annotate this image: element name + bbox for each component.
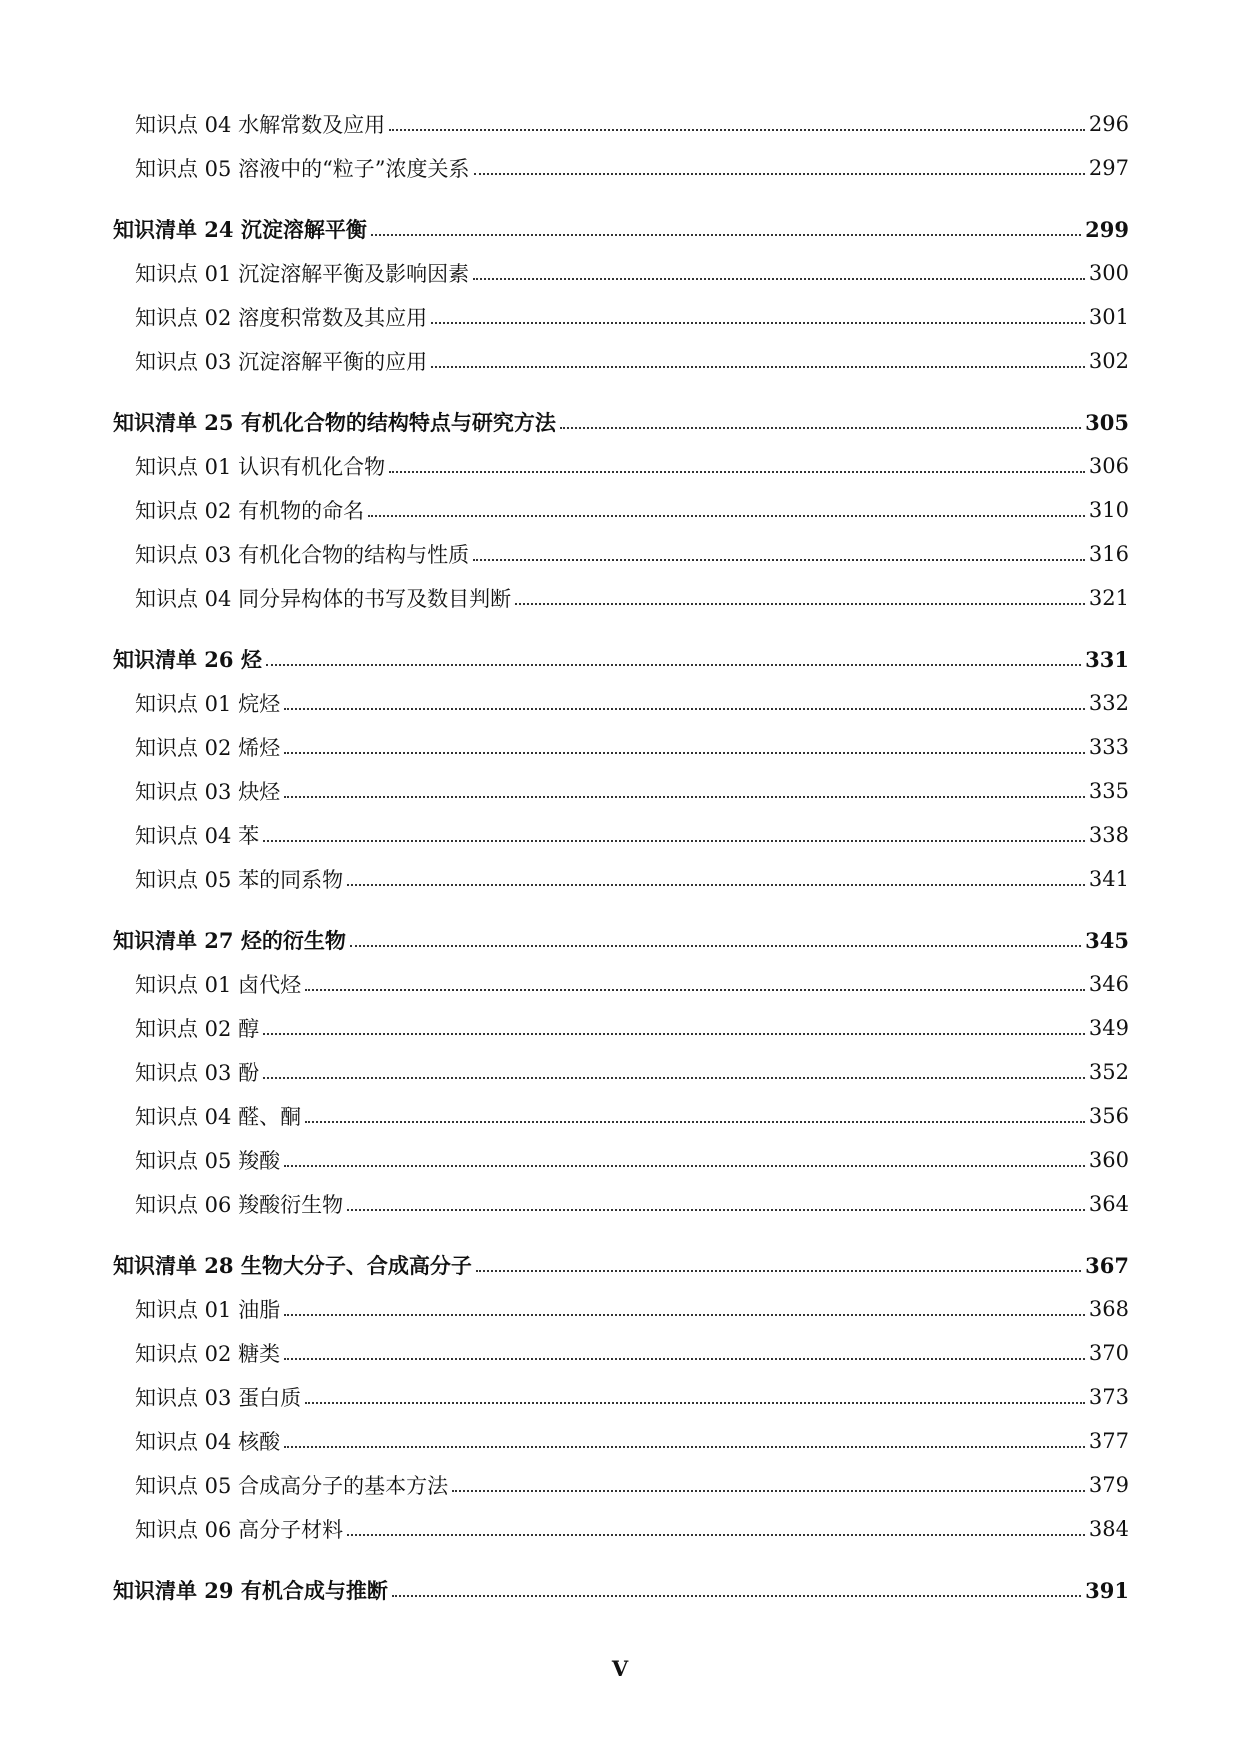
- toc-dot-leader: [263, 1033, 1085, 1035]
- toc-dot-leader: [474, 173, 1085, 175]
- toc-entry-title: 知识点 02 有机物的命名: [135, 499, 365, 523]
- toc-entry-page: 316: [1088, 542, 1129, 566]
- toc-entry-title: 知识点 04 核酸: [135, 1430, 281, 1454]
- toc-dot-leader: [389, 129, 1085, 131]
- toc-section-entry[interactable]: [113, 1575, 1129, 1605]
- toc-dot-leader: [515, 603, 1085, 605]
- toc-entry-title: 知识点 01 沉淀溶解平衡及影响因素: [135, 262, 470, 286]
- toc-dot-leader: [284, 1165, 1085, 1167]
- toc-subsection-entry[interactable]: [135, 1426, 1129, 1456]
- toc-entry-title: 知识点 04 苯: [135, 824, 260, 848]
- toc-dot-leader: [473, 559, 1085, 561]
- toc-entry-page: 377: [1088, 1429, 1129, 1453]
- toc-entry-page: 341: [1088, 867, 1129, 891]
- toc-entry-page: 310: [1088, 498, 1129, 522]
- toc-entry-page: 297: [1088, 156, 1129, 180]
- toc-subsection-entry[interactable]: [135, 153, 1129, 183]
- toc-dot-leader: [473, 278, 1085, 280]
- toc-subsection-entry[interactable]: [135, 539, 1129, 569]
- toc-dot-leader: [266, 664, 1081, 666]
- toc-dot-leader: [305, 1121, 1085, 1123]
- toc-entry-page: 302: [1088, 349, 1129, 373]
- toc-entry-title: 知识点 05 合成高分子的基本方法: [135, 1474, 449, 1498]
- toc-dot-leader: [284, 708, 1085, 710]
- toc-entry-page: 301: [1088, 305, 1129, 329]
- toc-entry-title: 知识清单 26 烃: [113, 647, 262, 672]
- toc-dot-leader: [284, 1314, 1085, 1316]
- toc-entry-title: 知识点 03 炔烃: [135, 780, 281, 804]
- toc-entry-title: 知识点 01 认识有机化合物: [135, 455, 386, 479]
- toc-subsection-entry[interactable]: [135, 688, 1129, 718]
- toc-dot-leader: [284, 752, 1085, 754]
- toc-subsection-entry[interactable]: [135, 583, 1129, 613]
- toc-entry-title: 知识点 02 烯烃: [135, 736, 281, 760]
- toc-entry-page: 370: [1088, 1341, 1129, 1365]
- toc-entry-page: 345: [1085, 927, 1129, 953]
- toc-entry-title: 知识清单 25 有机化合物的结构特点与研究方法: [113, 410, 556, 435]
- toc-dot-leader: [392, 1595, 1081, 1597]
- toc-entry-page: 391: [1085, 1577, 1129, 1603]
- toc-entry-title: 知识清单 24 沉淀溶解平衡: [113, 217, 367, 242]
- toc-subsection-entry[interactable]: [135, 1101, 1129, 1131]
- toc-subsection-entry[interactable]: [135, 969, 1129, 999]
- toc-dot-leader: [452, 1490, 1085, 1492]
- toc-subsection-entry[interactable]: [135, 1338, 1129, 1368]
- toc-entry-page: 360: [1088, 1148, 1129, 1172]
- toc-entry-title: 知识点 03 蛋白质: [135, 1386, 302, 1410]
- toc-subsection-entry[interactable]: [135, 109, 1129, 139]
- toc-entry-page: 379: [1088, 1473, 1129, 1497]
- toc-entry-title: 知识点 03 有机化合物的结构与性质: [135, 543, 470, 567]
- toc-entry-title: 知识点 05 苯的同系物: [135, 868, 344, 892]
- toc-dot-leader: [305, 1402, 1085, 1404]
- toc-dot-leader: [305, 989, 1085, 991]
- toc-entry-title: 知识点 05 溶液中的“粒子”浓度关系: [135, 157, 470, 181]
- toc-entry-title: 知识点 03 酚: [135, 1061, 260, 1085]
- toc-entry-page: 331: [1085, 646, 1129, 672]
- toc-entry-page: 364: [1088, 1192, 1129, 1216]
- toc-subsection-entry[interactable]: [135, 495, 1129, 525]
- toc-subsection-entry[interactable]: [135, 1145, 1129, 1175]
- toc-entry-page: 296: [1088, 112, 1129, 136]
- toc-entry-page: 335: [1088, 779, 1129, 803]
- toc-entry-page: 352: [1088, 1060, 1129, 1084]
- toc-subsection-entry[interactable]: [135, 1470, 1129, 1500]
- toc-entry-title: 知识点 01 卤代烃: [135, 973, 302, 997]
- toc-dot-leader: [284, 796, 1085, 798]
- toc-entry-page: 305: [1085, 409, 1129, 435]
- toc-subsection-entry[interactable]: [135, 451, 1129, 481]
- toc-subsection-entry[interactable]: [135, 1382, 1129, 1412]
- toc-entry-title: 知识点 03 沉淀溶解平衡的应用: [135, 350, 428, 374]
- toc-subsection-entry[interactable]: [135, 732, 1129, 762]
- toc-dot-leader: [284, 1358, 1085, 1360]
- toc-section-entry[interactable]: [113, 407, 1129, 437]
- toc-section-entry[interactable]: [113, 644, 1129, 674]
- toc-entry-page: 346: [1088, 972, 1129, 996]
- toc-dot-leader: [263, 1077, 1085, 1079]
- toc-entry-title: 知识点 01 油脂: [135, 1298, 281, 1322]
- toc-entry-title: 知识点 06 高分子材料: [135, 1518, 344, 1542]
- toc-entry-title: 知识点 02 醇: [135, 1017, 260, 1041]
- toc-subsection-entry[interactable]: [135, 346, 1129, 376]
- toc-dot-leader: [368, 515, 1085, 517]
- toc-dot-leader: [431, 366, 1085, 368]
- toc-subsection-entry[interactable]: [135, 1514, 1129, 1544]
- toc-dot-leader: [560, 427, 1081, 429]
- toc-subsection-entry[interactable]: [135, 258, 1129, 288]
- toc-subsection-entry[interactable]: [135, 864, 1129, 894]
- toc-entry-title: 知识点 04 醛、酮: [135, 1105, 302, 1129]
- toc-entry-title: 知识清单 27 烃的衍生物: [113, 928, 346, 953]
- toc-dot-leader: [350, 945, 1081, 947]
- toc-entry-page: 338: [1088, 823, 1129, 847]
- toc-entry-title: 知识点 04 水解常数及应用: [135, 113, 386, 137]
- toc-entry-page: 356: [1088, 1104, 1129, 1128]
- toc-entry-page: 321: [1088, 586, 1129, 610]
- toc-subsection-entry[interactable]: [135, 1294, 1129, 1324]
- toc-entry-page: 349: [1088, 1016, 1129, 1040]
- toc-entry-page: 367: [1085, 1252, 1129, 1278]
- toc-section-entry[interactable]: [113, 925, 1129, 955]
- toc-dot-leader: [431, 322, 1085, 324]
- toc-subsection-entry[interactable]: [135, 820, 1129, 850]
- toc-entry-page: 299: [1085, 216, 1129, 242]
- toc-dot-leader: [476, 1270, 1081, 1272]
- toc-entry-title: 知识点 05 羧酸: [135, 1149, 281, 1173]
- toc-entry-title: 知识清单 28 生物大分子、合成高分子: [113, 1253, 472, 1278]
- toc-dot-leader: [263, 840, 1085, 842]
- toc-entry-title: 知识点 04 同分异构体的书写及数目判断: [135, 587, 512, 611]
- toc-entry-page: 368: [1088, 1297, 1129, 1321]
- toc-entry-page: 373: [1088, 1385, 1129, 1409]
- toc-section-entry[interactable]: [113, 1250, 1129, 1280]
- toc-entry-page: 333: [1088, 735, 1129, 759]
- toc-entry-page: 300: [1088, 261, 1129, 285]
- toc-dot-leader: [371, 234, 1081, 236]
- toc-entry-title: 知识点 02 溶度积常数及其应用: [135, 306, 428, 330]
- toc-entry-page: 332: [1088, 691, 1129, 715]
- toc-section-entry[interactable]: [113, 214, 1129, 244]
- toc-entry-page: 384: [1088, 1517, 1129, 1541]
- toc-dot-leader: [389, 471, 1085, 473]
- toc-subsection-entry[interactable]: [135, 1189, 1129, 1219]
- toc-entry-page: 306: [1088, 454, 1129, 478]
- toc-dot-leader: [347, 1209, 1085, 1211]
- toc-subsection-entry[interactable]: [135, 1057, 1129, 1087]
- toc-subsection-entry[interactable]: [135, 302, 1129, 332]
- toc-dot-leader: [347, 1534, 1085, 1536]
- toc-entry-title: 知识点 06 羧酸衍生物: [135, 1193, 344, 1217]
- page-number: V: [611, 1656, 629, 1681]
- toc-subsection-entry[interactable]: [135, 776, 1129, 806]
- toc-dot-leader: [347, 884, 1085, 886]
- toc-dot-leader: [284, 1446, 1085, 1448]
- toc-entry-title: 知识清单 29 有机合成与推断: [113, 1578, 388, 1603]
- toc-entry-title: 知识点 02 糖类: [135, 1342, 281, 1366]
- toc-subsection-entry[interactable]: [135, 1013, 1129, 1043]
- toc-entry-title: 知识点 01 烷烃: [135, 692, 281, 716]
